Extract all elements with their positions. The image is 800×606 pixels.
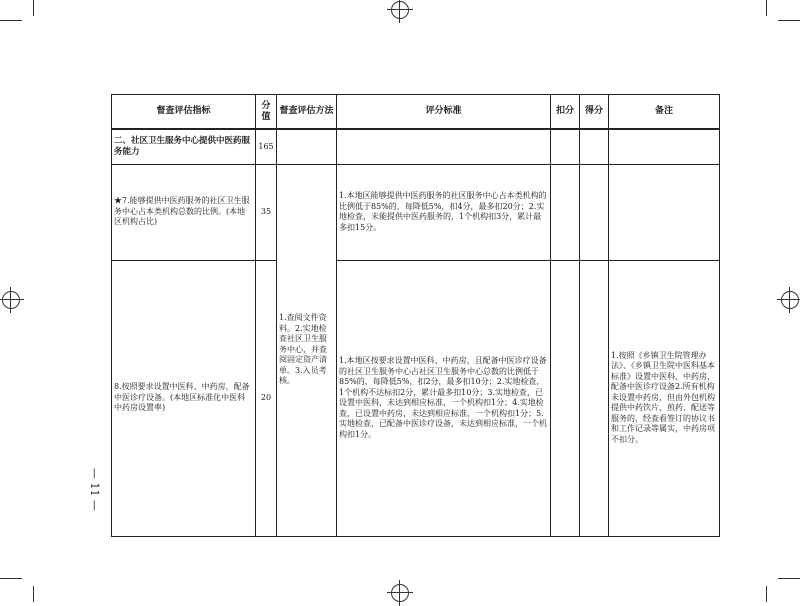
row-remark: 1.按照《乡镇卫生院管理办法》、《乡镇卫生院中医科基本标准》设置中医科、中药房，配备中医诊疗设备2.所有机构未设置中药房，但由外包机构提供中药饮片、煎药、配送等服务的，经查看签订的协议书和工作记录等属实，中药房项不扣分。 — [609, 260, 720, 536]
section-title: 二、社区卫生服务中心提供中医药服务能力 — [112, 129, 256, 164]
row-deduct — [551, 164, 580, 260]
row-deduct — [551, 260, 580, 536]
header-get: 得分 — [580, 95, 609, 130]
header-indicator: 督查评估指标 — [112, 95, 256, 130]
section-score: 165 — [256, 129, 277, 164]
crop-mark — [766, 0, 767, 16]
section-deduct-cell — [551, 129, 580, 164]
row-get — [580, 164, 609, 260]
row-method: 1.查阅文件资料。2.实地检查社区卫生服务中心，并查阅固定资产清单。3.入员考核。 — [277, 164, 337, 536]
crop-mark — [33, 586, 34, 602]
row-criteria: 1.本地区能够提供中医药服务的社区服务中心占本类机构的比例低于85%的，每降低5%，扣4分，最多扣20分；2.实地检查，未能提供中医药服务的，1个机构扣3分，累计最多扣15分。 — [337, 164, 551, 260]
section-get-cell — [580, 129, 609, 164]
crop-mark — [0, 578, 22, 579]
registration-mark-icon — [2, 291, 20, 309]
row-get — [580, 260, 609, 536]
registration-mark-icon — [391, 584, 409, 602]
row-indicator: 8.按照要求设置中医科、中药房，配备中医诊疗设备。(本地区标准化中医科中药房设置率) — [112, 260, 256, 536]
section-row — [112, 129, 720, 164]
row-score: 35 — [256, 164, 277, 260]
header-deduct: 扣分 — [551, 95, 580, 130]
row-score: 20 — [256, 260, 277, 536]
registration-mark-icon — [781, 291, 799, 309]
section-remark-cell — [609, 129, 720, 164]
crop-mark — [778, 578, 800, 579]
header-score: 分值 — [256, 95, 277, 130]
row-indicator: ★7.能够提供中医药服务的社区卫生服务中心占本类机构总数的比例。(本地区机构占比) — [112, 164, 256, 260]
crop-mark — [766, 586, 767, 602]
table-row — [112, 260, 720, 536]
header-row — [112, 95, 720, 130]
row-criteria: 1.本地区按要求设置中医科、中药房，且配备中医诊疗设备的社区卫生服务中心占社区卫生服务中心总数的比例低于85%的，每降低5%，扣2分，最多扣10分；2.实地检查，1个机构不达标扣2分，累计最多扣10分；3.实地检查，已设置中医科，未达到相应标准，一个机构扣1分；4.实地检查，已设置中药房，未达到相应标准，一个机构扣1分；5.实地检查，已配备中医诊疗设备，未达到相应标准，一个机构扣1分。 — [337, 260, 551, 536]
section-criteria-cell — [337, 129, 551, 164]
page-number: — 11 — — [88, 468, 101, 511]
header-criteria: 评分标准 — [337, 95, 551, 130]
table-row — [112, 164, 720, 260]
header-method: 督查评估方法 — [277, 95, 337, 130]
crop-mark — [0, 20, 22, 21]
section-method-cell — [277, 129, 337, 164]
crop-mark — [33, 0, 34, 16]
registration-mark-icon — [391, 1, 409, 19]
evaluation-table — [111, 94, 720, 537]
header-remark: 备注 — [609, 95, 720, 130]
row-remark — [609, 164, 720, 260]
crop-mark — [778, 20, 800, 21]
